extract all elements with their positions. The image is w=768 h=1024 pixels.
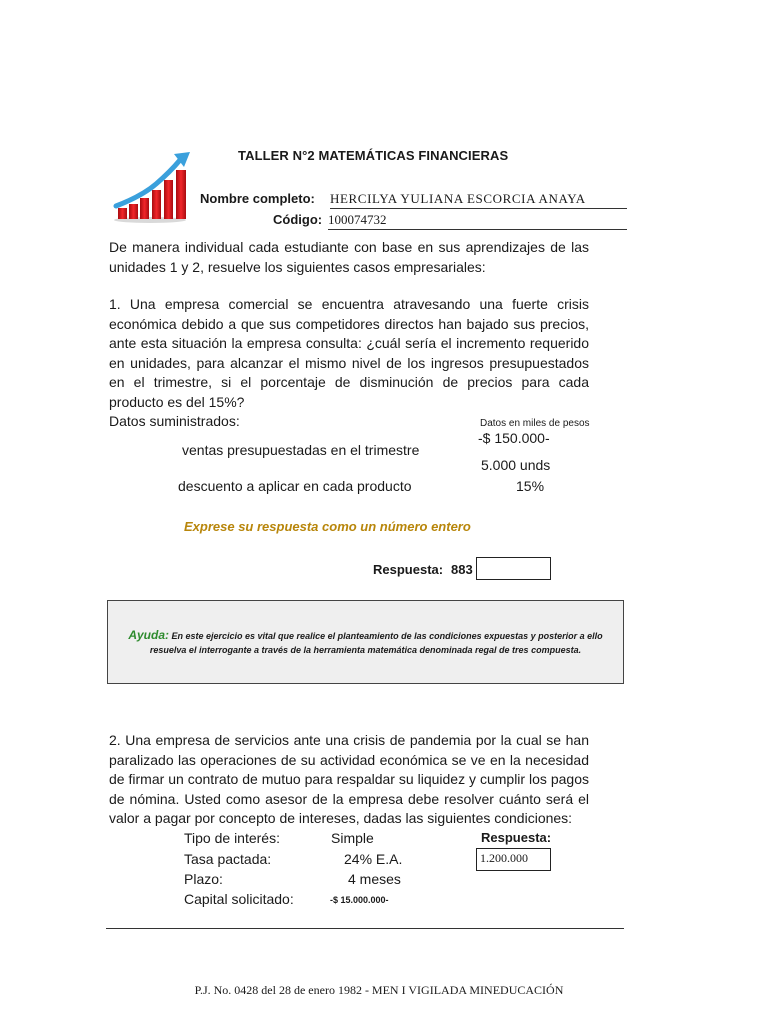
capital-value: -$ 15.000.000-	[330, 895, 389, 905]
divider	[106, 928, 624, 929]
answer-value: 883	[451, 562, 473, 577]
datos-label: Datos suministrados:	[109, 413, 240, 429]
case1-statement: 1. Una empresa comercial se encuentra atravesando una fuerte crisis económica debido a que sus competidores directos han bajado sus precios, ante esta situación la empresa consulta: ¿cuál sería el incremento requerido en unidades, para alcanzar el mismo nivel de los ingresos presupuestados en el trimestre, si el porcentaje de disminución de precios para cada producto es del 15%?	[109, 296, 589, 410]
code-label: Código:	[273, 212, 323, 227]
code-field[interactable]: 100074732	[328, 212, 627, 230]
footer: P.J. No. 0428 del 28 de enero 1982 - MEN I VIGILADA MINEDUCACIÓN	[194, 983, 564, 997]
ventas-label: ventas presupuestadas en el trimestre	[182, 442, 420, 458]
ventas-amount: -$ 150.000-	[478, 430, 550, 446]
case2-answer-value: 1.200.000	[480, 851, 528, 865]
case2-answer-box[interactable]	[476, 848, 551, 871]
answer-label: Respuesta:	[373, 562, 444, 577]
help-line2: resuelva el interrogante a través de la herramienta matemática denominada regal de tres compuesta.	[149, 645, 582, 655]
intro-paragraph: De manera individual cada estudiante con base en sus aprendizajes de las unidades 1 y 2, resuelve los siguientes casos empresariales:	[109, 239, 589, 275]
growth-chart-arrow-icon	[112, 150, 194, 224]
tasa-value: 24% E.A.	[344, 851, 403, 867]
descuento-value: 15%	[516, 478, 545, 494]
help-box	[107, 600, 624, 684]
answer-instruction: Exprese su respuesta como un número entero	[184, 519, 471, 534]
tipo-value: Simple	[331, 830, 374, 846]
name-label: Nombre completo:	[200, 191, 315, 206]
descuento-label: descuento a aplicar en cada producto	[178, 478, 412, 494]
capital-label: Capital solicitado:	[184, 891, 294, 907]
page-title: TALLER N°2 MATEMÁTICAS FINANCIERAS	[238, 148, 509, 163]
case2-statement: 2. Una empresa de servicios ante una crisis de pandemia por la cual se han paralizado las operaciones de su actividad económica se ve en la necesidad de firmar un contrato de mutuo para respaldar su liquidez y cumplir los pagos de nómina. Usted como asesor de la empresa debe resolver cuánto será el valor a pagar por concepto de intereses, dadas las siguientes condiciones:	[109, 732, 589, 826]
help-text	[108, 628, 623, 657]
plazo-value: 4 meses	[348, 871, 401, 887]
help-word: Ayuda:	[128, 628, 169, 642]
datos-note: Datos en miles de pesos	[480, 418, 590, 429]
answer-input-box[interactable]	[476, 557, 551, 580]
ventas-units: 5.000 unds	[481, 457, 551, 473]
plazo-label: Plazo:	[184, 871, 223, 887]
help-line1: En este ejercicio es vital que realice el planteamiento de las condiciones expuestas y posterior a ello	[171, 631, 603, 641]
tasa-label: Tasa pactada:	[184, 851, 272, 867]
tipo-label: Tipo de interés:	[184, 830, 280, 846]
name-field[interactable]: HERCILYA YULIANA ESCORCIA ANAYA	[330, 191, 627, 209]
case2-answer-label: Respuesta:	[481, 830, 552, 845]
